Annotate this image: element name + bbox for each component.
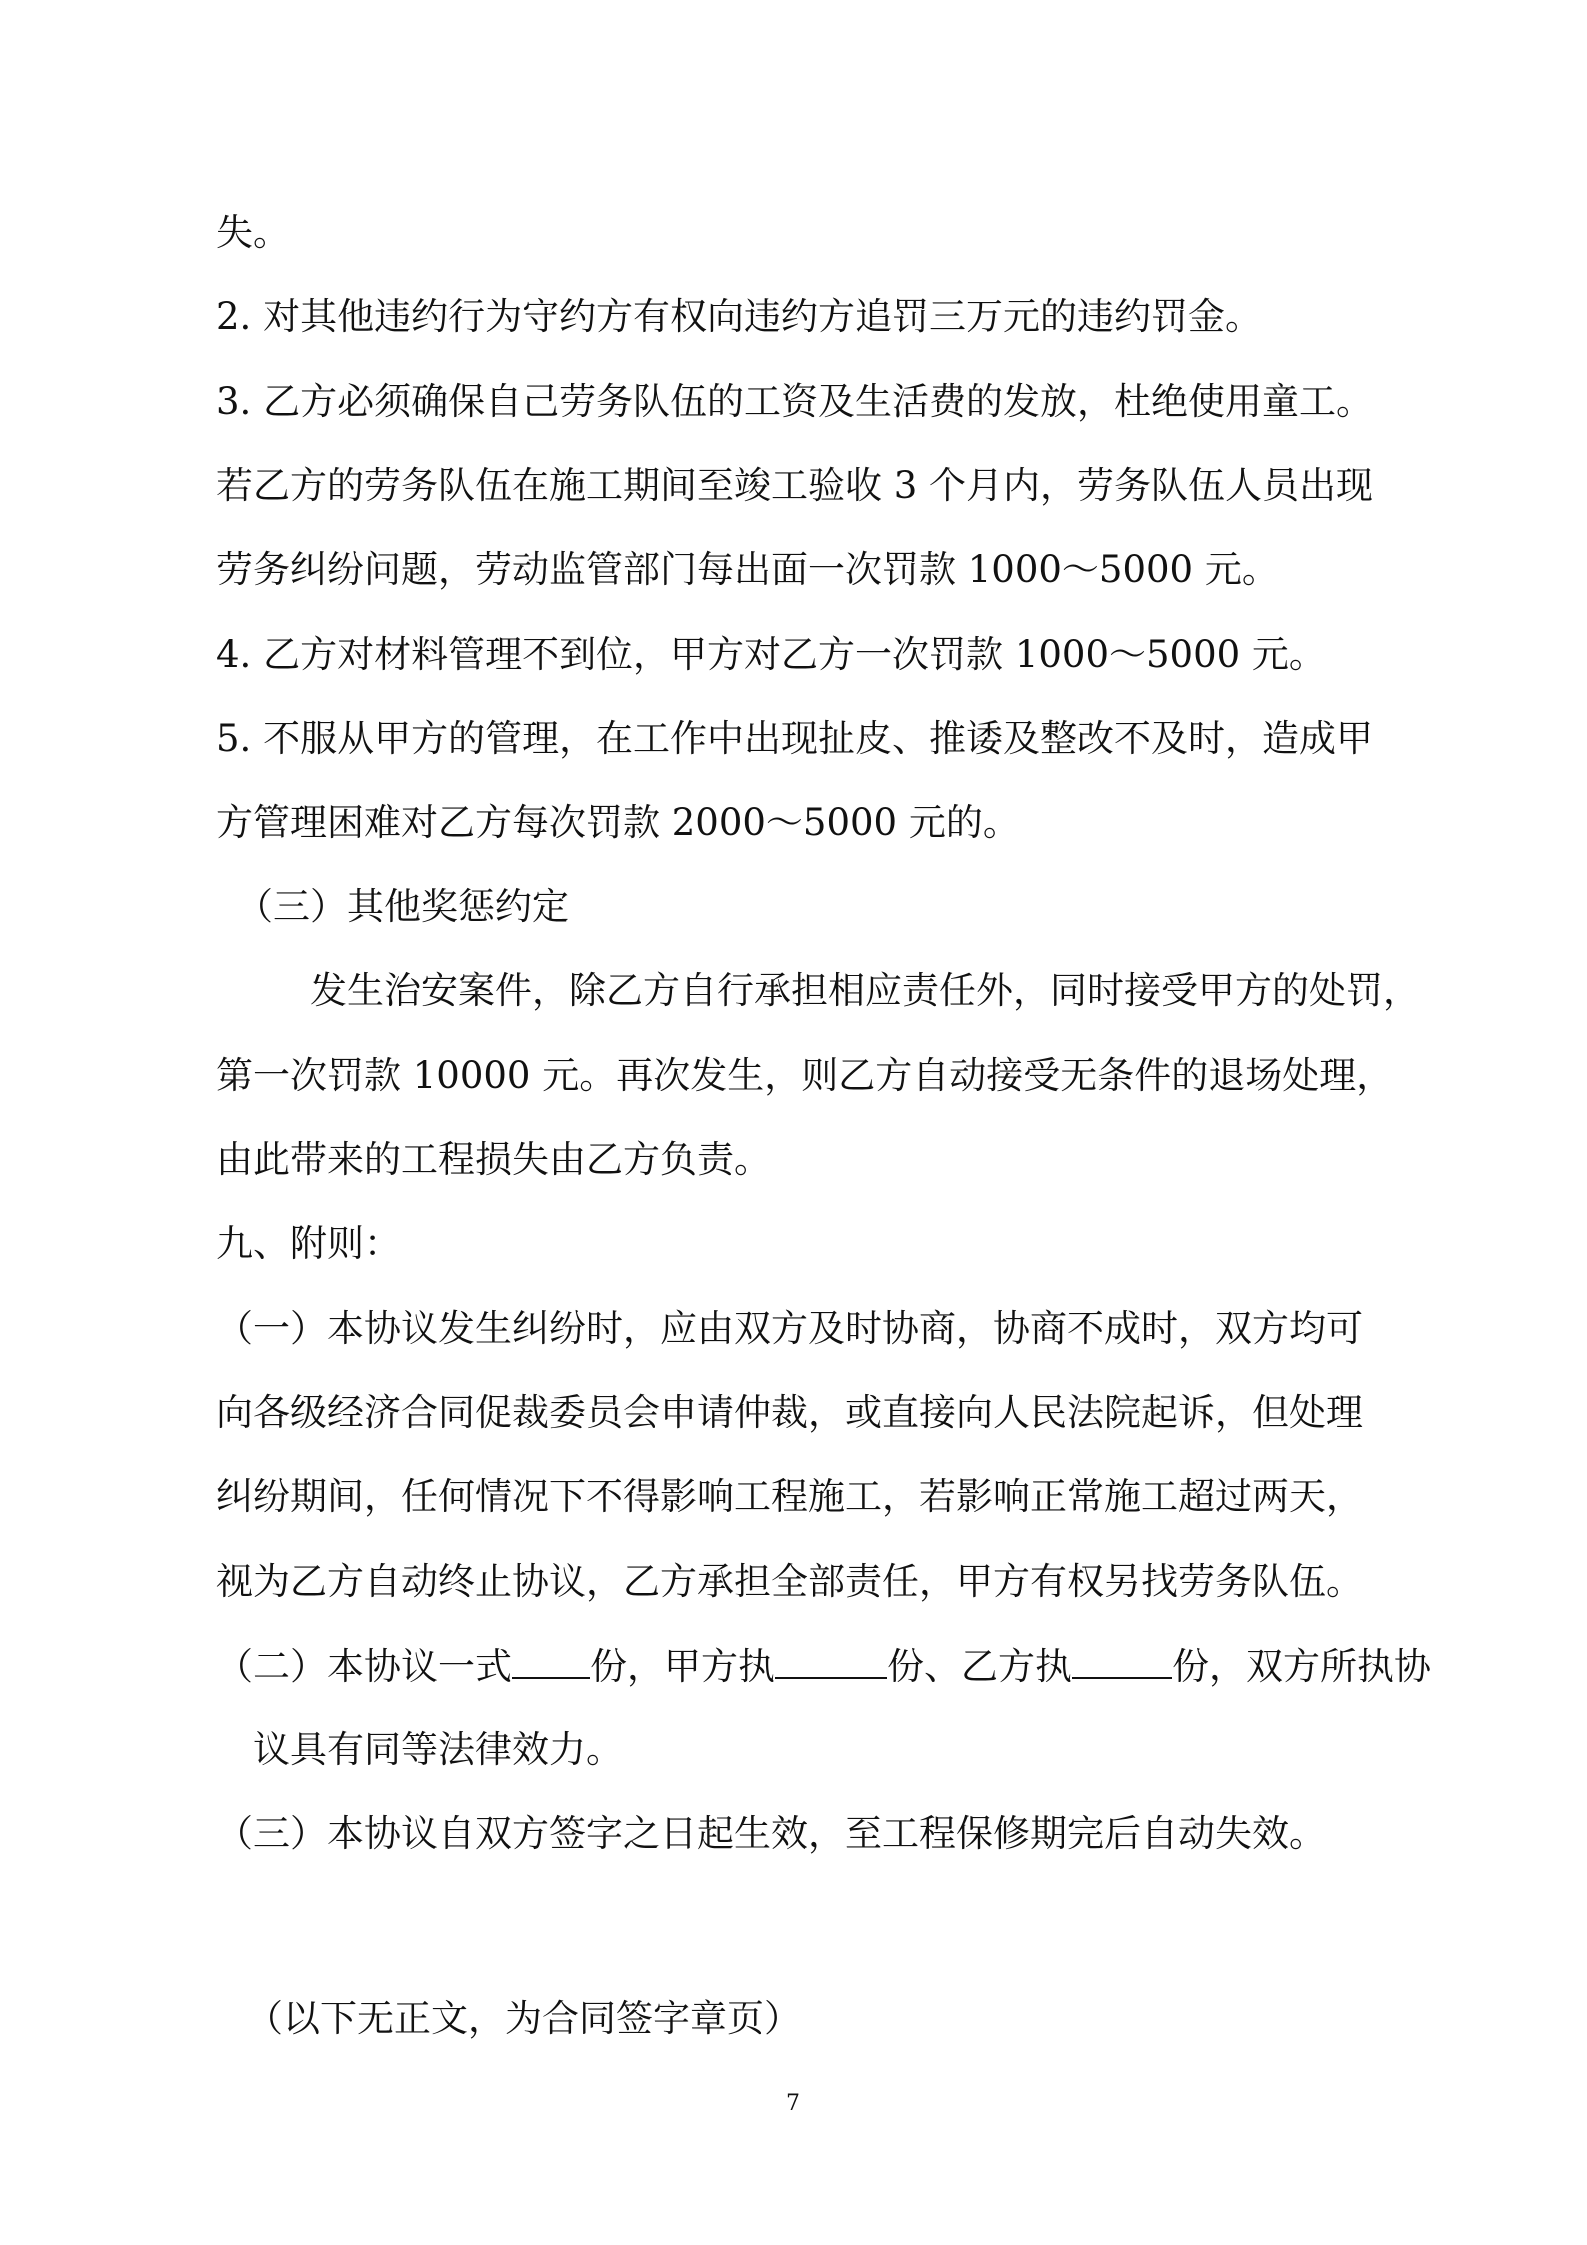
copies-clause-text: 份，双方所执协 (1172, 1645, 1431, 1688)
end-of-text-note: （以下无正文，为合同签字章页） (246, 1997, 801, 2040)
body-line: 第一次罚款 10000 元。再次发生，则乙方自动接受无条件的退场处理， (216, 1054, 1394, 1097)
section-heading-supplementary: 九、附则： (216, 1222, 401, 1265)
blank-party-b-copies (1072, 1647, 1172, 1679)
supplementary-clause-1-line: （一）本协议发生纠纷时，应由双方及时协商，协商不成时，双方均可 (216, 1307, 1363, 1350)
section-heading-other-rewards: （三）其他奖惩约定 (236, 885, 569, 928)
copies-clause-text: （二）本协议一式 (216, 1645, 512, 1688)
body-line: 若乙方的劳务队伍在施工期间至竣工验收 3 个月内，劳务队伍人员出现 (216, 464, 1374, 507)
copies-clause-text: 份、乙方执 (887, 1645, 1072, 1688)
supplementary-clause-2-line (216, 1645, 1431, 1688)
body-line: 由此带来的工程损失由乙方负责。 (216, 1138, 771, 1181)
blank-total-copies (512, 1647, 590, 1679)
clause-4-line: 4. 乙方对材料管理不到位，甲方对乙方一次罚款 1000～5000 元。 (216, 633, 1326, 676)
blank-party-a-copies (775, 1647, 887, 1679)
body-line: 方管理困难对乙方每次罚款 2000～5000 元的。 (216, 801, 1020, 844)
body-line: 失。 (216, 211, 290, 254)
body-line: 劳务纠纷问题，劳动监管部门每出面一次罚款 1000～5000 元。 (216, 548, 1279, 591)
copies-clause-text: 份，甲方执 (590, 1645, 775, 1688)
supplementary-clause-3-line: （三）本协议自双方签字之日起生效，至工程保修期完后自动失效。 (216, 1812, 1326, 1855)
body-line: 议具有同等法律效力。 (253, 1728, 623, 1771)
body-line: 发生治安案件，除乙方自行承担相应责任外，同时接受甲方的处罚， (310, 969, 1420, 1012)
page-number: 7 (786, 2091, 800, 2116)
clause-3-line: 3. 乙方必须确保自己劳务队伍的工资及生活费的发放，杜绝使用童工。 (216, 380, 1374, 423)
body-line: 向各级经济合同促裁委员会申请仲裁，或直接向人民法院起诉，但处理 (216, 1391, 1363, 1434)
clause-2-line: 2. 对其他违约行为守约方有权向违约方追罚三万元的违约罚金。 (216, 295, 1263, 338)
clause-5-line: 5. 不服从甲方的管理，在工作中出现扯皮、推诿及整改不及时，造成甲 (216, 717, 1374, 760)
body-line: 纠纷期间，任何情况下不得影响工程施工，若影响正常施工超过两天， (216, 1475, 1363, 1518)
body-line: 视为乙方自动终止协议，乙方承担全部责任，甲方有权另找劳务队伍。 (216, 1560, 1363, 1603)
